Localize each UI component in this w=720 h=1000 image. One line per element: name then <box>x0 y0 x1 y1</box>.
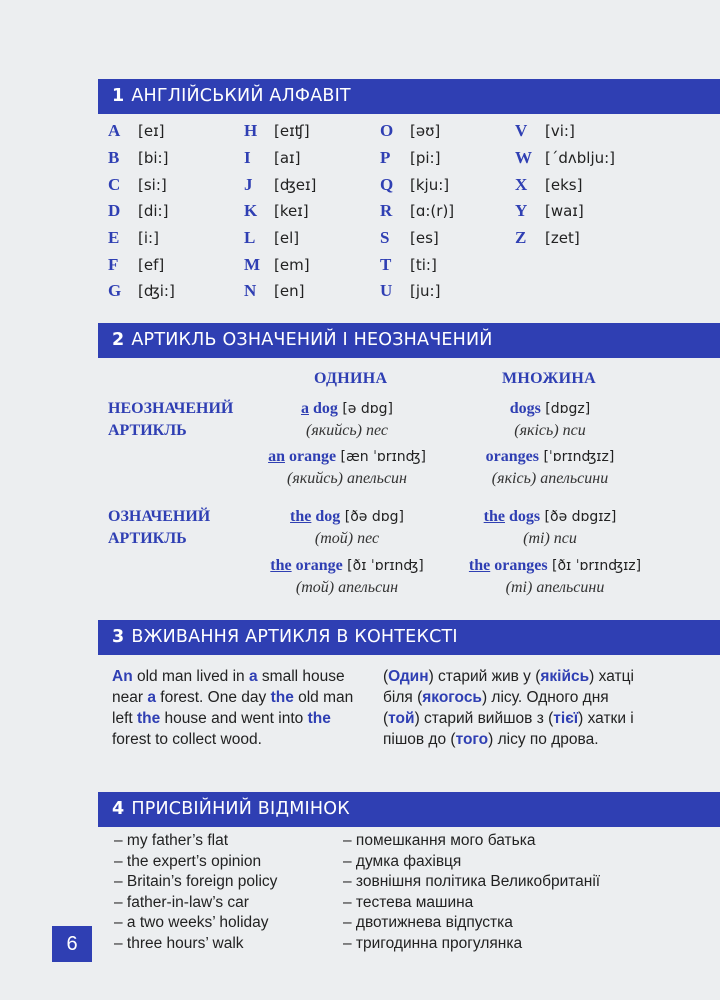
section-3-number: 3 <box>112 627 125 647</box>
section-2-header <box>98 323 720 358</box>
letter: A <box>108 121 121 141</box>
context-ukrainian-text <box>383 666 638 750</box>
transcription: [dɒgz] <box>540 401 591 417</box>
example-a-dog <box>247 398 447 442</box>
letter: M <box>244 254 261 274</box>
noun: orange <box>284 448 337 465</box>
article-highlight: the <box>270 689 294 706</box>
alphabet-row <box>380 171 454 198</box>
text-segment: ) старий жив у ( <box>428 668 541 685</box>
transcription: [si:] <box>138 175 167 194</box>
list-item: – my father’s flat <box>114 832 229 849</box>
text-segment: ) хатці біля ( <box>383 668 639 706</box>
noun: dogs <box>504 508 541 525</box>
letter: R <box>380 201 393 221</box>
translation: (якийсь) апельсин <box>287 470 407 487</box>
section-3-title: ВЖИВАННЯ АРТИКЛЯ В КОНТЕКСТІ <box>131 627 458 647</box>
list-item: – тригодинна прогулянка <box>343 934 523 952</box>
article-highlight: An <box>112 668 133 685</box>
alphabet-row <box>515 171 615 198</box>
transcription: [ðɪ ˈɒrɪnʤɪz] <box>547 558 642 574</box>
article-highlight: той <box>388 710 415 727</box>
alphabet-row <box>244 171 316 198</box>
alphabet-row <box>244 198 316 225</box>
transcription: [ef] <box>138 255 165 274</box>
letter: K <box>244 201 258 221</box>
article: the <box>468 557 491 574</box>
transcription: [ɑ:(r)] <box>410 202 455 221</box>
article-highlight: тієї <box>553 710 579 727</box>
transcription: [ðɪ ˈɒrɪnʤ] <box>342 558 424 574</box>
alphabet-row <box>108 145 175 172</box>
example-the-oranges <box>440 555 670 599</box>
alphabet-column-2 <box>244 118 316 305</box>
noun: dog <box>311 508 341 525</box>
transcription: [waɪ] <box>545 202 584 221</box>
example-the-dog <box>247 506 447 550</box>
letter: L <box>244 228 256 248</box>
transcription: [ˊdʌblju:] <box>545 149 616 168</box>
list-item: – помешкання мого батька <box>343 832 536 849</box>
text-segment: old man left <box>112 689 358 727</box>
list-item: – думка фахівця <box>343 852 462 870</box>
letter: Q <box>380 174 394 194</box>
noun: dogs <box>509 400 541 417</box>
alphabet-row <box>108 278 175 305</box>
alphabet-row <box>108 118 175 145</box>
transcription: [i:] <box>138 229 159 248</box>
indefinite-label-line1: НЕОЗНАЧЕНИЙ <box>108 400 234 417</box>
letter: E <box>108 228 120 248</box>
section-1-number: 1 <box>112 86 125 106</box>
translation: (якийсь) пес <box>306 422 388 439</box>
section-4-number: 4 <box>112 799 125 819</box>
transcription: [æn ˈɒrɪnʤ] <box>336 449 426 465</box>
transcription: [ju:] <box>410 282 441 301</box>
alphabet-row <box>515 145 615 172</box>
noun: oranges <box>485 448 539 465</box>
article-highlight: a <box>248 668 258 685</box>
section-2-title: АРТИКЛЬ ОЗНАЧЕНИЙ І НЕОЗНАЧЕНИЙ <box>131 330 493 350</box>
alphabet-column-1 <box>108 118 175 305</box>
transcription: [eks] <box>545 175 583 194</box>
example-the-orange <box>232 555 462 599</box>
article: a <box>300 400 309 417</box>
letter: H <box>244 121 258 141</box>
definite-article-label <box>108 506 210 550</box>
definite-label-line2: АРТИКЛЬ <box>108 530 187 547</box>
text-segment: ) лісу. Одного дня ( <box>383 689 613 727</box>
alphabet-row <box>108 251 175 278</box>
list-item: – двотижнева відпустка <box>343 914 513 931</box>
text-segment: ( <box>383 668 389 685</box>
list-item: – three hours’ walk <box>114 934 244 952</box>
alphabet-row <box>380 278 454 305</box>
alphabet-row <box>515 118 615 145</box>
noun: dog <box>308 400 338 417</box>
transcription: [em] <box>274 255 310 274</box>
plural-header: МНОЖИНА <box>502 370 596 387</box>
text-segment: ) лісу по дрова. <box>488 731 599 748</box>
letter: W <box>515 148 532 168</box>
alphabet-row <box>244 251 316 278</box>
page-number: 6 <box>52 926 92 962</box>
text-segment: small house near <box>112 668 349 706</box>
transcription: [bi:] <box>138 149 169 168</box>
example-the-dogs <box>450 506 650 550</box>
letter: X <box>515 174 528 194</box>
list-item: – зовнішня політика Великобританії <box>343 873 601 890</box>
alphabet-row <box>380 118 454 145</box>
indefinite-article-label <box>108 398 233 442</box>
letter: C <box>108 174 121 194</box>
article-highlight: the <box>136 710 161 727</box>
example-an-orange <box>237 446 457 490</box>
letter: Y <box>515 201 528 221</box>
letter: N <box>244 281 257 301</box>
transcription: [es] <box>410 229 439 248</box>
letter: U <box>380 281 393 301</box>
alphabet-row <box>380 198 454 225</box>
letter: T <box>380 254 392 274</box>
article-highlight: a <box>147 689 156 706</box>
letter: V <box>515 121 528 141</box>
list-item: – the expert’s opinion <box>114 852 262 870</box>
section-4-title: ПРИСВІЙНИЙ ВІДМІНОК <box>131 799 350 819</box>
section-1-header <box>98 79 720 114</box>
translation: (той) апельсин <box>295 579 399 596</box>
list-item: – тестева машина <box>343 893 474 911</box>
transcription: [eɪʧ] <box>274 122 310 141</box>
letter: B <box>108 148 120 168</box>
text-segment: forest to collect wood. <box>112 710 336 748</box>
list-item: – Britain’s foreign policy <box>114 873 278 890</box>
transcription: [ʤeɪ] <box>274 175 317 194</box>
transcription: [di:] <box>138 202 169 221</box>
alphabet-row <box>244 278 316 305</box>
translation: (якісь) апельсини <box>491 470 609 487</box>
text-segment: ) хатки і пішов до ( <box>383 710 639 748</box>
article: the <box>270 557 292 574</box>
example-dogs <box>450 398 650 442</box>
possessive-english-list <box>114 831 277 954</box>
alphabet-row <box>108 225 175 252</box>
singular-header: ОДНИНА <box>314 370 388 387</box>
translation: (ті) пси <box>523 530 577 547</box>
definite-label-line1: ОЗНАЧЕНИЙ <box>108 508 211 525</box>
letter: S <box>380 228 390 248</box>
context-english-text <box>112 666 368 750</box>
alphabet-row <box>380 145 454 172</box>
section-3-header <box>98 620 720 655</box>
article-highlight: the <box>307 710 331 727</box>
letter: I <box>244 148 251 168</box>
noun: oranges <box>490 557 548 574</box>
text-segment: old man lived in <box>132 668 249 685</box>
transcription: [keɪ] <box>274 202 309 221</box>
alphabet-row <box>244 118 316 145</box>
list-item: – a two weeks’ holiday <box>114 914 269 931</box>
transcription: [en] <box>274 282 305 301</box>
letter: G <box>108 281 122 301</box>
transcription: [el] <box>274 229 300 248</box>
transcription: [pi:] <box>410 149 441 168</box>
alphabet-column-3 <box>380 118 454 305</box>
article: the <box>483 508 505 525</box>
alphabet-row <box>515 225 615 252</box>
article-highlight: Один <box>388 668 429 685</box>
article-highlight: якійсь <box>540 668 590 685</box>
example-oranges <box>440 446 660 490</box>
section-1-title: АНГЛІЙСЬКИЙ АЛФАВІТ <box>131 86 351 106</box>
translation: (ті) апельсини <box>505 579 605 596</box>
transcription: [ˈɒrɪnʤɪz] <box>539 449 615 465</box>
letter: O <box>380 121 394 141</box>
alphabet-row <box>108 198 175 225</box>
article-highlight: якогось <box>422 689 482 706</box>
alphabet-row <box>244 225 316 252</box>
transcription: [ðə dɒg] <box>340 509 404 525</box>
transcription: [vi:] <box>545 122 575 141</box>
transcription: [ti:] <box>410 255 437 274</box>
transcription: [aɪ] <box>274 149 301 168</box>
text-segment: house and went into <box>160 710 308 727</box>
translation: (той) пес <box>314 530 380 547</box>
transcription: [əʊ] <box>410 122 441 141</box>
alphabet-row <box>380 251 454 278</box>
alphabet-row <box>515 198 615 225</box>
transcription: [kju:] <box>410 175 450 194</box>
transcription: [eɪ] <box>138 122 165 141</box>
list-item: – father-in-law’s car <box>114 893 249 911</box>
alphabet-row <box>244 145 316 172</box>
transcription: [ðə dɒgɪz] <box>540 509 617 525</box>
translation: (якісь) пси <box>514 422 586 439</box>
alphabet-row <box>108 171 175 198</box>
section-4-header <box>98 792 720 827</box>
article: an <box>268 448 285 465</box>
noun: orange <box>291 557 343 574</box>
letter: J <box>244 174 253 194</box>
indefinite-label-line2: АРТИКЛЬ <box>108 422 187 439</box>
letter: Z <box>515 228 527 248</box>
article: the <box>290 508 312 525</box>
article-highlight: того <box>455 731 489 748</box>
text-segment: forest. One day <box>155 689 271 706</box>
section-2-number: 2 <box>112 330 125 350</box>
letter: P <box>380 148 391 168</box>
letter: F <box>108 254 119 274</box>
transcription: [ə dɒg] <box>337 401 393 417</box>
alphabet-row <box>380 225 454 252</box>
text-segment: ) старий вийшов з ( <box>414 710 554 727</box>
possessive-ukrainian-list <box>343 831 600 954</box>
alphabet-column-4 <box>515 118 615 251</box>
transcription: [zet] <box>545 229 580 248</box>
letter: D <box>108 201 121 221</box>
transcription: [ʤi:] <box>138 282 175 301</box>
